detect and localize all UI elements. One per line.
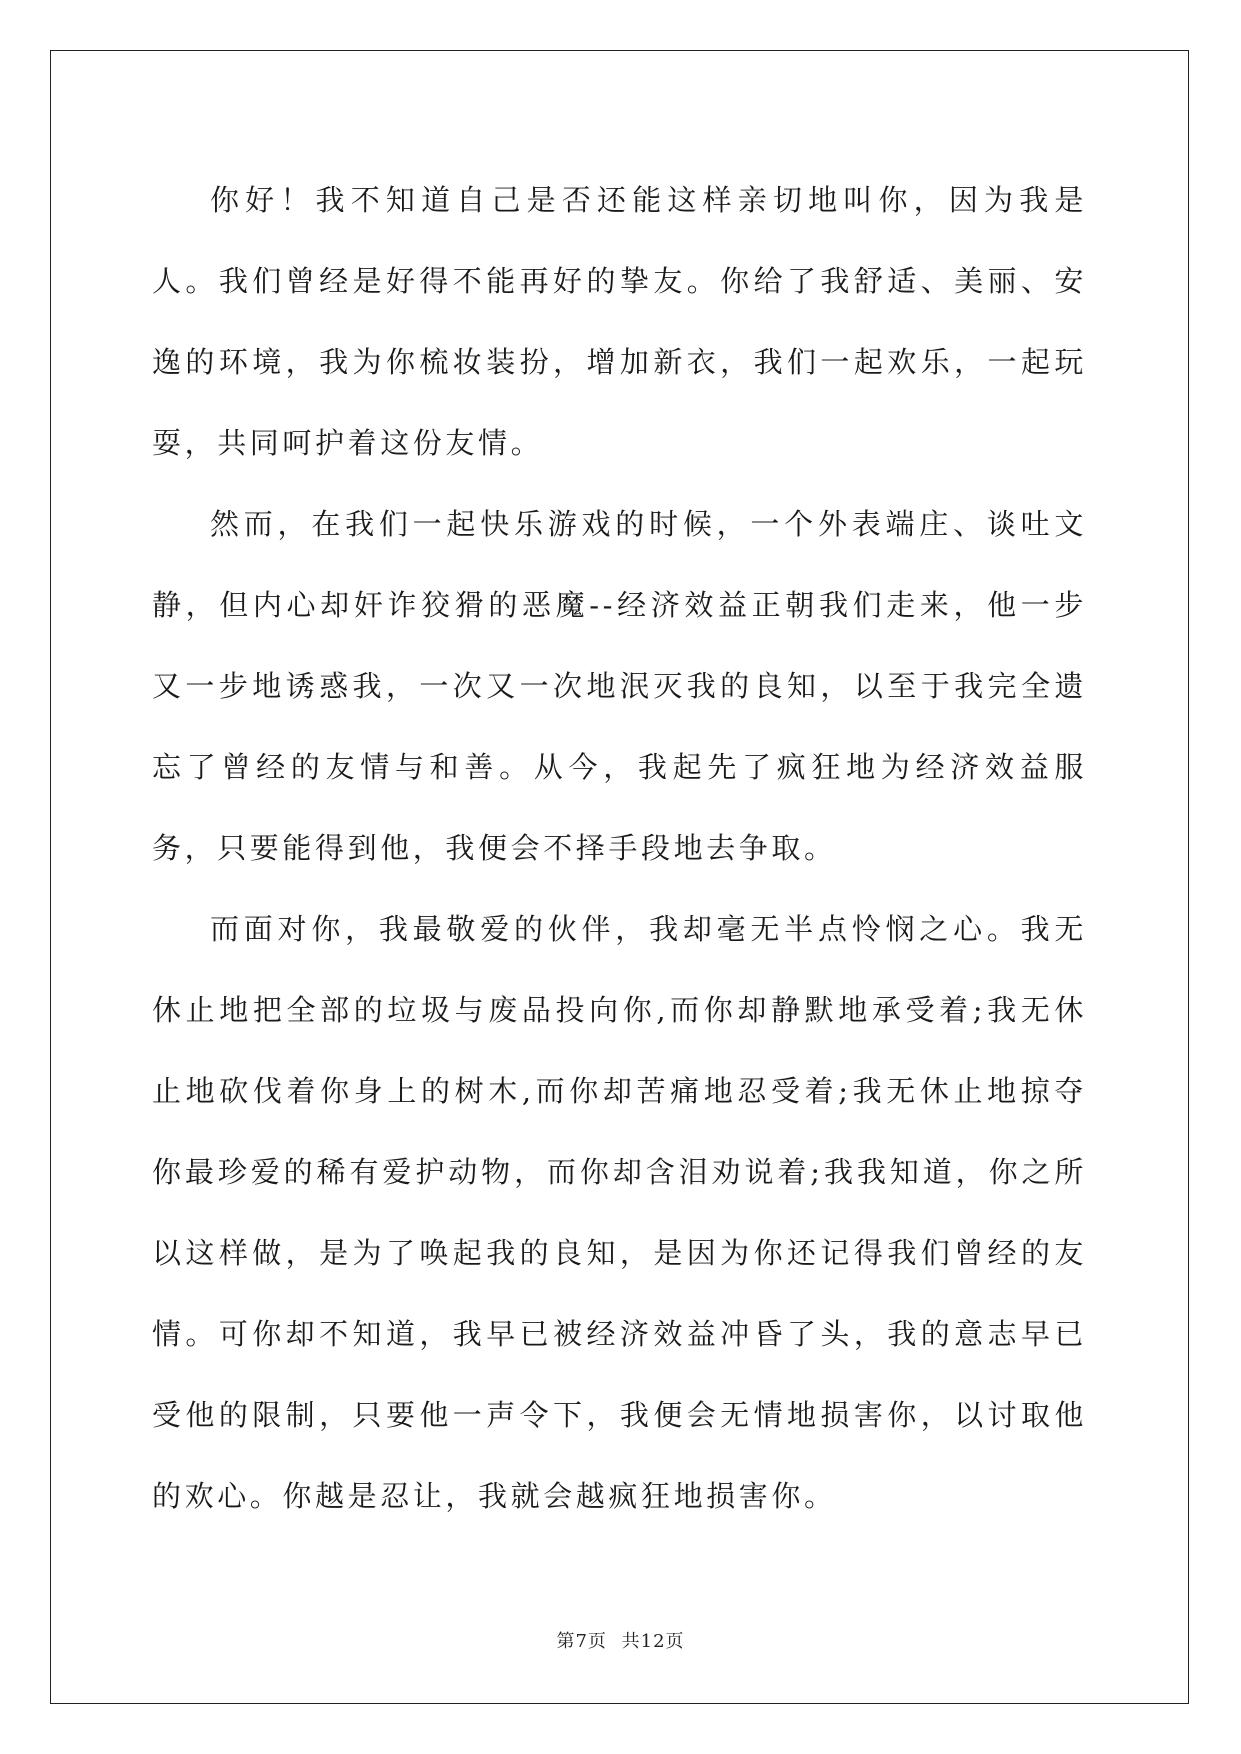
page-number: 第7页: [556, 1631, 607, 1652]
paragraph-1: 你好！我不知道自己是否还能这样亲切地叫你，因为我是人。我们曾经是好得不能再好的挚友。你给了我舒适、美丽、安逸的环境，我为你梳妆装扮，增加新衣，我们一起欢乐，一起玩耍，共同呵护着这份友情。: [152, 183, 1087, 460]
document-body: [152, 160, 1087, 1537]
page-total: 共12页: [621, 1631, 685, 1652]
paragraph-2: 然而，在我们一起快乐游戏的时候，一个外表端庄、谈吐文静，但内心却奸诈狡猾的恶魔--经济效益正朝我们走来，他一步又一步地诱惑我，一次又一次地泯灭我的良知，以至于我完全遗忘了曾经的友情与和善。从今，我起先了疯狂地为经济效益服务，只要能得到他，我便会不择手段地去争取。: [152, 507, 1087, 865]
page-footer: [0, 1627, 1241, 1653]
paragraph-3: 而面对你，我最敬爱的伙伴，我却毫无半点怜悯之心。我无休止地把全部的垃圾与废品投向你,而你却静默地承受着;我无休止地砍伐着你身上的树木,而你却苦痛地忍受着;我无休止地掠夺你最珍爱的稀有爱护动物，而你却含泪劝说着;我我知道，你之所以这样做，是为了唤起我的良知，是因为你还记得我们曾经的友情。可你却不知道，我早已被经济效益冲昏了头，我的意志早已受他的限制，只要他一声令下，我便会无情地损害你，以讨取他的欢心。你越是忍让，我就会越疯狂地损害你。: [152, 912, 1087, 1513]
